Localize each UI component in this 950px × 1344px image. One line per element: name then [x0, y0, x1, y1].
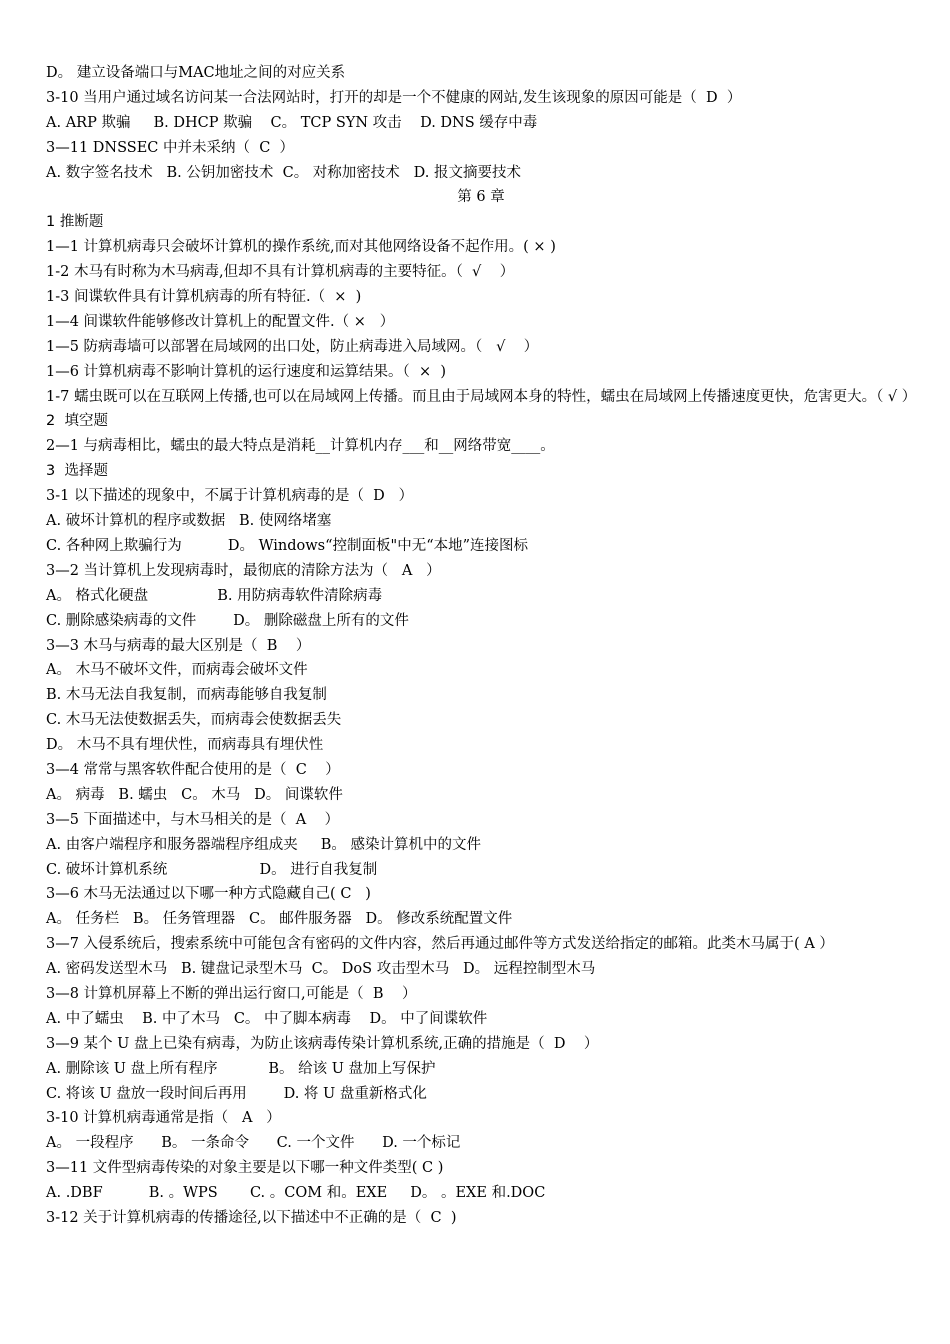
text-line: 3—6 木马无法通过以下哪一种方式隐藏自己( C ): [46, 886, 371, 903]
text-line: A. 数字签名技术 B. 公钥加密技术 C。 对称加密技术 D. 报文摘要技术: [46, 164, 521, 181]
text-line: 3—11 DNSSEC 中并未采纳（ C ）: [46, 139, 295, 156]
text-line: 3—9 某个 U 盘上已染有病毒，为防止该病毒传染计算机系统,正确的措施是（ D ）: [46, 1035, 599, 1052]
text-line: 1-3 间谍软件具有计算机病毒的所有特征.（ × ): [46, 289, 362, 306]
text-line: A。 木马不破坏文件，而病毒会破坏文件: [46, 662, 308, 679]
text-line: A。 一段程序 B。 一条命令 C. 一个文件 D. 一个标记: [46, 1135, 461, 1152]
text-line: A。 任务栏 B。 任务管理器 C。 邮件服务器 D。 修改系统配置文件: [46, 911, 513, 928]
text-line: 2 填空题: [46, 413, 108, 430]
text-line: A。 病毒 B. 蠕虫 C。 木马 D。 间谍软件: [46, 786, 343, 803]
text-line: 3-1 以下描述的现象中，不属于计算机病毒的是（ D ）: [46, 488, 414, 505]
text-line: 3-10 当用户通过域名访问某一合法网站时，打开的却是一个不健康的网站,发生该现象的原因可能是（ D ）: [46, 89, 742, 106]
text-line: 3—7 入侵系统后，搜索系统中可能包含有密码的文件内容，然后再通过邮件等方式发送给指定的邮箱。此类木马属于( A ）: [46, 936, 834, 953]
text-line: 3—8 计算机屏幕上不断的弹出运行窗口,可能是（ B ）: [46, 985, 417, 1002]
text-line: 1 推断题: [46, 214, 104, 231]
text-line: C. 删除感染病毒的文件 D。 删除磁盘上所有的文件: [46, 612, 409, 629]
text-line: 1—5 防病毒墙可以部署在局域网的出口处，防止病毒进入局域网。（ √ ）: [46, 338, 539, 355]
text-line: 1—6 计算机病毒不影响计算机的运行速度和运算结果。（ × ): [46, 363, 447, 380]
text-line: 3—5 下面描述中，与木马相关的是（ A ）: [46, 811, 340, 828]
text-line: 3-12 关于计算机病毒的传播途径,以下描述中不正确的是（ C ): [46, 1210, 457, 1226]
text-line: 3—2 当计算机上发现病毒时，最彻底的清除方法为（ A ）: [46, 562, 441, 579]
text-line: C. 破坏计算机系统 D。 进行自我复制: [46, 861, 378, 878]
text-line: A. ARP 欺骗 B. DHCP 欺骗 C。 TCP SYN 攻击 D. DNS 缓存中毒: [46, 114, 538, 131]
text-line: 1—4 间谍软件能够修改计算机上的配置文件.（ × ）: [46, 313, 395, 330]
text-line: A. .DBF B. 。WPS C. 。COM 和。EXE D。 。EXE 和.DOC: [46, 1185, 546, 1202]
text-line: 3 选择题: [46, 463, 108, 480]
document-page: [46, 61, 916, 1231]
text-line: 1-7 蠕虫既可以在互联网上传播,也可以在局域网上传播。而且由于局域网本身的特性，蠕虫在局域网上传播速度更快，危害更大。（ √ ）: [46, 388, 917, 405]
text-line: A. 由客户端程序和服务器端程序组成夹 B。 感染计算机中的文件: [46, 836, 481, 853]
text-line: D。 建立设备端口与MAC地址之间的对应关系: [46, 65, 346, 81]
text-line: 1-2 木马有时称为木马病毒,但却不具有计算机病毒的主要特征。（ √ ）: [46, 264, 515, 281]
text-line: 3-10 计算机病毒通常是指（ A ）: [46, 1110, 281, 1127]
text-line: 3—4 常常与黑客软件配合使用的是（ C ）: [46, 761, 340, 778]
text-line: 3—3 木马与病毒的最大区别是（ B ）: [46, 637, 311, 654]
text-line: A. 中了蠕虫 B. 中了木马 C。 中了脚本病毒 D。 中了间谍软件: [46, 1010, 488, 1027]
text-line: B. 木马无法自我复制，而病毒能够自我复制: [46, 687, 327, 704]
text-line: C. 将该 U 盘放一段时间后再用 D. 将 U 盘重新格式化: [46, 1085, 427, 1102]
text-line: 1—1 计算机病毒只会破坏计算机的操作系统,而对其他网络设备不起作用。( × ): [46, 239, 556, 256]
text-line: C. 木马无法使数据丢失，而病毒会使数据丢失: [46, 712, 342, 729]
text-line: C. 各种网上欺骗行为 D。 Windows“控制面板"中无“本地”连接图标: [46, 537, 529, 554]
text-line: 第 6 章: [457, 189, 505, 206]
text-line: D。 木马不具有埋伏性，而病毒具有埋伏性: [46, 737, 324, 754]
text-line: A. 删除该 U 盘上所有程序 B。 给该 U 盘加上写保护: [46, 1060, 436, 1077]
text-line: A. 密码发送型木马 B. 键盘记录型木马 C。 DoS 攻击型木马 D。 远程控制型木马: [46, 961, 596, 978]
text-line: 3—11 文件型病毒传染的对象主要是以下哪一种文件类型( C ): [46, 1160, 444, 1177]
text-line: 2—1 与病毒相比，蠕虫的最大特点是消耗__计算机内存___和__网络带宽____。: [46, 438, 555, 455]
text-line: A. 破坏计算机的程序或数据 B. 使网络堵塞: [46, 513, 332, 530]
text-line: A。 格式化硬盘 B. 用防病毒软件清除病毒: [46, 587, 383, 604]
